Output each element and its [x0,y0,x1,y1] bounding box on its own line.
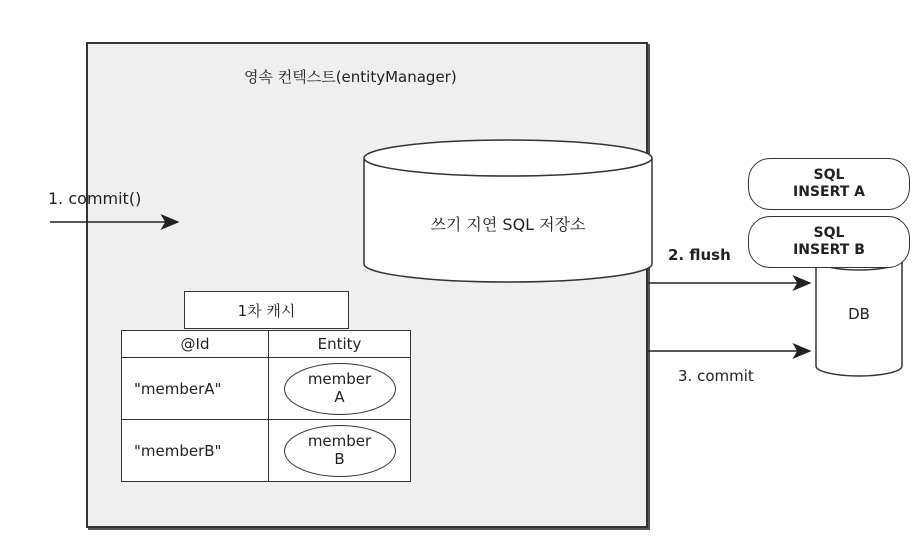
sql-insert-a-pill [748,158,910,210]
cache-header-row [122,331,411,358]
sql-insert-a-line2: INSERT A [793,184,865,200]
cache-row-id: "memberB" [122,420,269,482]
write-behind-store-cylinder [364,140,652,282]
entity-line2: A [334,387,345,406]
cache-row-entity [269,420,411,482]
table-row [122,420,411,482]
sql-insert-b-pill [748,216,910,268]
step-commit-label: 1. commit() [48,189,142,208]
sql-insert-a-line1: SQL [813,167,845,184]
first-level-cache-title: 1차 캐시 [184,291,349,329]
persistence-context-title: 영속 컨텍스트(entityManager) [244,68,457,86]
table-row [122,358,411,420]
entity-ellipse [284,425,396,477]
write-behind-store-label: 쓰기 지연 SQL 저장소 [430,215,586,234]
entity-line2: B [334,449,345,468]
entity-line1: member [307,370,372,389]
entity-line1: member [307,432,372,451]
cache-header-id: @Id [122,331,269,358]
first-level-cache-table [121,330,411,482]
sql-insert-b-line1: SQL [813,225,845,242]
step-flush-label: 2. flush [668,246,731,264]
cache-row-id: "memberA" [122,358,269,420]
sql-insert-b-line2: INSERT B [793,242,865,258]
entity-ellipse [284,363,396,415]
step-commit-db-label: 3. commit [678,367,754,385]
cache-header-entity: Entity [269,331,411,358]
cache-row-entity [269,358,411,420]
database-label: DB [848,305,870,323]
